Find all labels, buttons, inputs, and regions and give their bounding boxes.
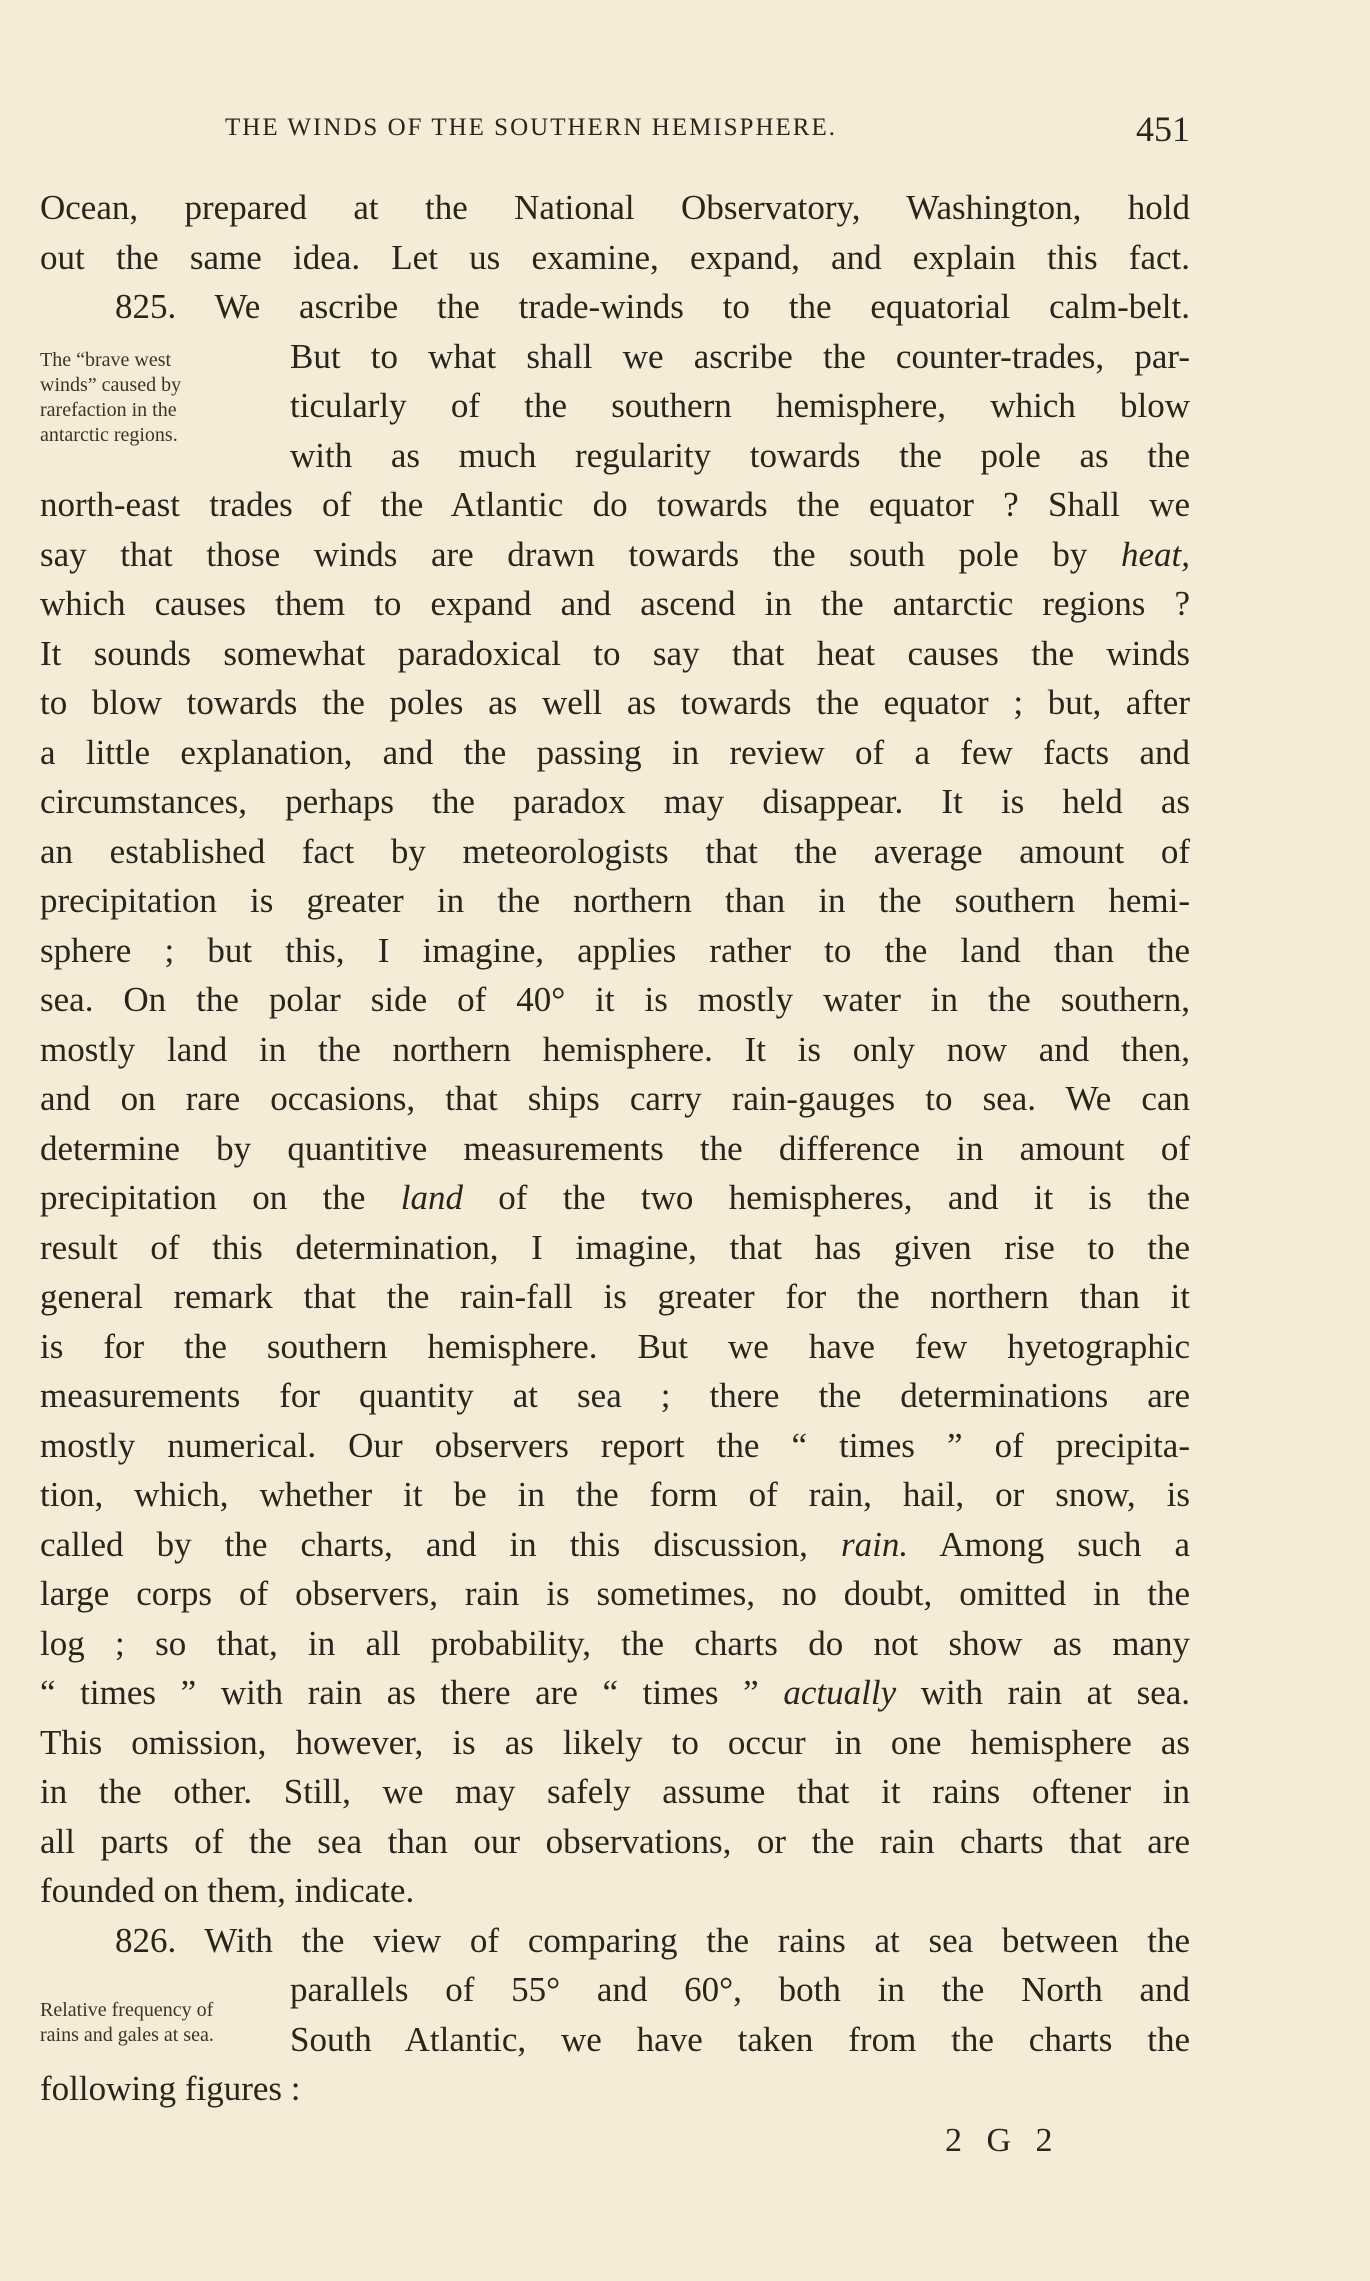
text-line: determine by quantitive measurements the difference in amount of [40,1128,1190,1168]
text-line: an established fact by meteorologists that the average amount of [40,831,1190,871]
signature-mark: 2 G 2 [945,2122,1061,2159]
margin-note-line: antarctic regions. [40,424,178,446]
text-line: measurements for quantity at sea ; there the determinations are [40,1376,1190,1415]
text-line [40,530,1190,580]
text-line: Ocean, prepared at the National Observatory, Washington, hold [40,188,1190,227]
text-line: sphere ; but this, I imagine, applies rather to the land than the [40,930,1190,970]
paragraph-826-start: 826. With the view of comparing the rains at sea between the [115,1920,1190,1960]
paragraph-825-start: 825. We ascribe the trade-winds to the equatorial calm-belt. [115,287,1190,326]
text-line: founded on them, indicate. [40,1871,415,1910]
margin-note-line: winds” caused by [40,374,182,396]
text-segment: “ times ” with rain as there are “ times ” [40,1673,759,1712]
text-line: log ; so that, in all probability, the charts do not show as many [40,1623,1190,1663]
text-line: circumstances, perhaps the paradox may disappear. It is held as [40,782,1190,821]
italic-word: rain. [840,1524,909,1564]
text-segment: Among such a [908,1524,1191,1564]
text-segment: precipitation on the [40,1178,366,1217]
body-text [40,183,1190,2114]
italic-word: actually [783,1673,897,1712]
text-line: and on rare occasions, that ships carry rain-gauges to sea. We can [40,1079,1190,1118]
text-line: general remark that the rain-fall is greater for the northern than it [40,1277,1190,1316]
text-line: parallels of 55° and 60°, both in the North and [290,1970,1190,2009]
text-line: is for the southern hemisphere. But we have few hyetographic [40,1326,1190,1366]
text-line: following figures : [40,2069,301,2108]
text-line [40,1668,1190,1718]
text-line: This omission, however, is as likely to occur in one hemisphere as [40,1722,1190,1762]
text-segment: say that those winds are drawn towards the south pole by [40,534,1088,574]
text-line: mostly numerical. Our observers report the “ times ” of precipita- [40,1425,1190,1465]
margin-note-line: rains and gales at sea. [40,2024,214,2046]
text-line: tion, which, whether it be in the form of rain, hail, or snow, is [40,1475,1190,1514]
running-head: THE WINDS OF THE SOUTHERN HEMISPHERE. [225,114,837,141]
text-line: precipitation is greater in the northern than in the southern hemi- [40,881,1190,920]
text-line: out the same idea. Let us examine, expand, and explain this fact. [40,237,1190,277]
margin-note-line: Relative frequency of [40,1999,214,2021]
text-line: sea. On the polar side of 40° it is mostly water in the southern, [40,980,1190,1019]
text-line: It sounds somewhat paradoxical to say that heat causes the winds [40,633,1190,673]
margin-note-line: The “brave west [40,349,172,371]
text-line: mostly land in the northern hemisphere. It is only now and then, [40,1029,1190,1069]
text-segment: of the two hemispheres, and it is the [462,1178,1191,1217]
text-line [40,1173,1190,1223]
text-line: large corps of observers, rain is sometimes, no doubt, omitted in the [40,1574,1190,1613]
text-line: all parts of the sea than our observations, or the rain charts that are [40,1821,1190,1861]
text-line: in the other. Still, we may safely assume that it rains oftener in [40,1772,1190,1811]
text-line: to blow towards the poles as well as towards the equator ; but, after [40,683,1190,722]
page-header [40,108,1190,154]
italic-word: land [400,1178,463,1217]
margin-note-line: rarefaction in the [40,399,177,421]
text-line: South Atlantic, we have taken from the charts the [290,2019,1190,2059]
page-number: 451 [1136,109,1190,149]
text-segment: called by the charts, and in this discussion, [40,1524,808,1564]
text-line: But to what shall we ascribe the counter-trades, par- [290,336,1190,376]
text-line: a little explanation, and the passing in review of a few facts and [40,732,1190,772]
text-line [40,1520,1190,1570]
text-segment: with rain at sea. [896,1673,1191,1712]
text-line: with as much regularity towards the pole as the [290,435,1190,475]
text-line: north-east trades of the Atlantic do towards the equator ? Shall we [40,485,1190,524]
text-line: result of this determination, I imagine, that has given rise to the [40,1227,1190,1267]
text-line: which causes them to expand and ascend in the antarctic regions ? [40,584,1190,623]
italic-word: heat, [1120,534,1190,574]
text-line: ticularly of the southern hemisphere, which blow [290,386,1190,425]
